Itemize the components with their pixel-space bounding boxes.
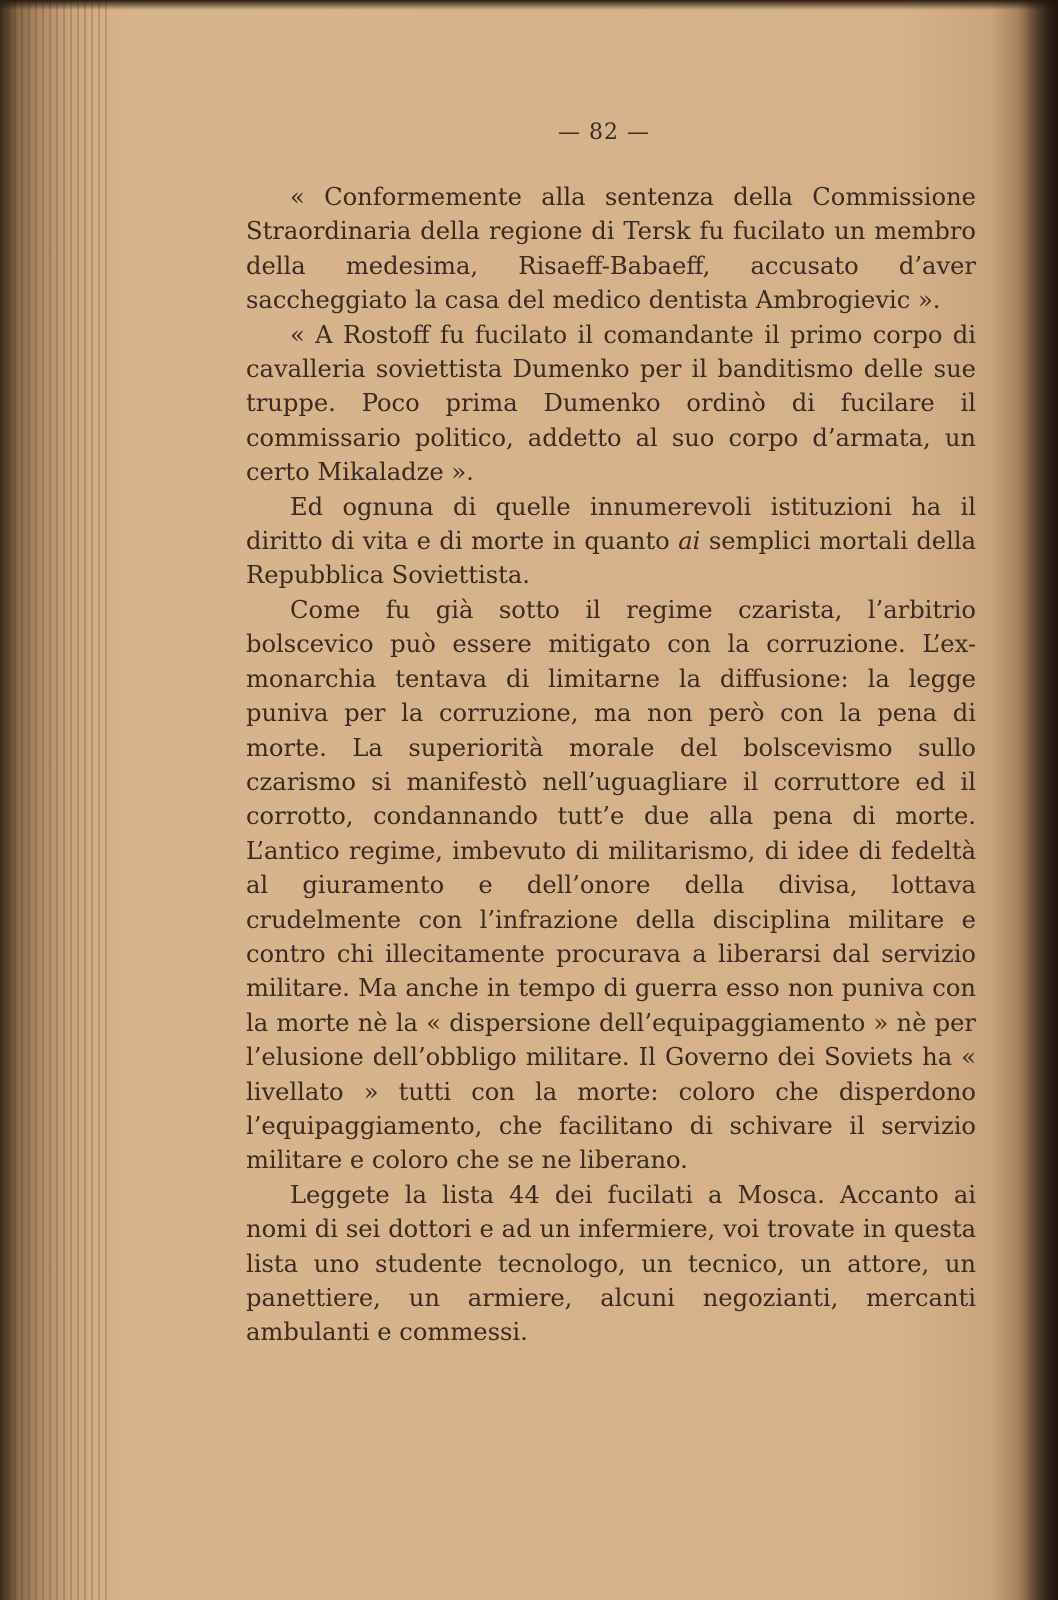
top-shadow bbox=[0, 0, 1058, 10]
paragraph bbox=[246, 1178, 976, 1350]
right-binding-shadow bbox=[1018, 0, 1058, 1600]
book-page-edges bbox=[0, 0, 110, 1600]
text-run: semplici mortali della Repubblica Soviettista. bbox=[246, 527, 977, 590]
paragraph bbox=[246, 180, 976, 318]
body-text bbox=[246, 180, 976, 1350]
text-run: « Conformemente alla sentenza della Commissione Straordinaria della regione di Tersk fu fucilato un membro della medesima, Risaeff-Babaeff, accusato d’aver saccheggiato la casa del medico dentista Ambrogievic ». bbox=[246, 183, 976, 315]
italic-word: ai bbox=[678, 527, 701, 556]
paragraph bbox=[246, 318, 976, 490]
paragraph bbox=[246, 490, 976, 593]
paragraph bbox=[246, 593, 976, 1178]
text-run: « A Rostoff fu fucilato il comandante il primo corpo di cavalleria soviettista Dumenko per il banditismo delle sue truppe. Poco prima Dumenko ordinò di fucilare il commissario politico, addetto al suo corpo d’armata, un certo Mikaladze ». bbox=[246, 320, 976, 487]
text-run: Leggete la lista 44 dei fucilati a Mosca. Accanto ai nomi di sei dottori e ad un infermiere, voi trovate in questa lista uno studente tecnologo, un tecnico, un attore, un panettiere, un armiere, alcuni negozianti, mercanti ambulanti e commessi. bbox=[246, 1180, 976, 1347]
page-number: — 82 — bbox=[558, 120, 650, 145]
text-run: Come fu già sotto il regime czarista, l’arbitrio bolscevico può essere mitigato con la corruzione. L’ex-monarchia tentava di limitarne la diffusione: la legge puniva per la corruzione, ma non però con la pena di morte. La superiorità morale del bolscevismo sullo czarismo si manifestò nell’uguagliare il corruttore ed il corrotto, condannando tutt’e due alla pena di morte. L’antico regime, imbevuto di militarismo, di idee di fedeltà al giuramento e dell’onore della divisa, lottava crudelmente con l’infrazione della disciplina militare e contro chi illecitamente procurava a liberarsi dal servizio militare. Ma anche in tempo di guerra esso non puniva con la morte nè la « dispersione dell’equipaggiamento » nè per l’elusione dell’obbligo militare. Il Governo dei Soviets ha « livellato » tutti con la morte: coloro che disperdono l’equipaggiamento, che facilitano di schivare il servizio militare e coloro che se ne liberano. bbox=[246, 595, 976, 1175]
text-run: Ed ognuna di quelle innumerevoli istituzioni ha il diritto di vita e di morte in quanto bbox=[246, 492, 976, 556]
